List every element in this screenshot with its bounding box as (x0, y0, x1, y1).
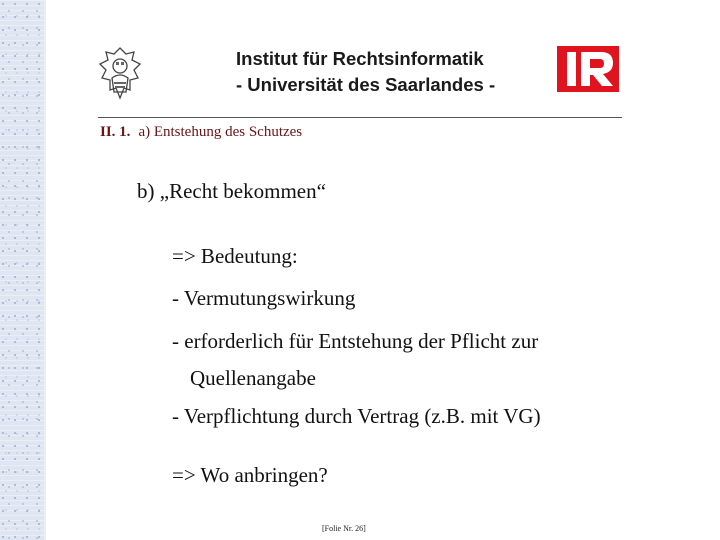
list-item: - erforderlich für Entstehung der Pflicht zur (172, 329, 539, 353)
list-item-continuation: Quellenangabe (190, 366, 316, 390)
side-decorative-pattern (0, 0, 46, 540)
section-heading: a) Entstehung des Schutzes (138, 124, 303, 140)
university-name: - Universität des Saarlandes - (236, 74, 496, 95)
header-divider (98, 117, 622, 118)
list-item: - Vermutungswirkung (172, 286, 356, 310)
list-item: => Wo anbringen? (172, 463, 328, 487)
list-item: - Verpflichtung durch Vertrag (z.B. mit VG) (172, 404, 541, 428)
list-item: => Bedeutung: (172, 244, 298, 268)
section-title (100, 124, 302, 141)
university-seal-icon (96, 44, 144, 102)
institute-name: Institut für Rechtsinformatik (236, 48, 484, 69)
subheading: b) „Recht bekommen“ (137, 179, 326, 203)
institute-header (228, 46, 495, 98)
ifr-logo-icon (557, 46, 619, 92)
section-number: II. 1. (100, 124, 131, 140)
slide-number: [Folie Nr. 26] (322, 524, 366, 533)
